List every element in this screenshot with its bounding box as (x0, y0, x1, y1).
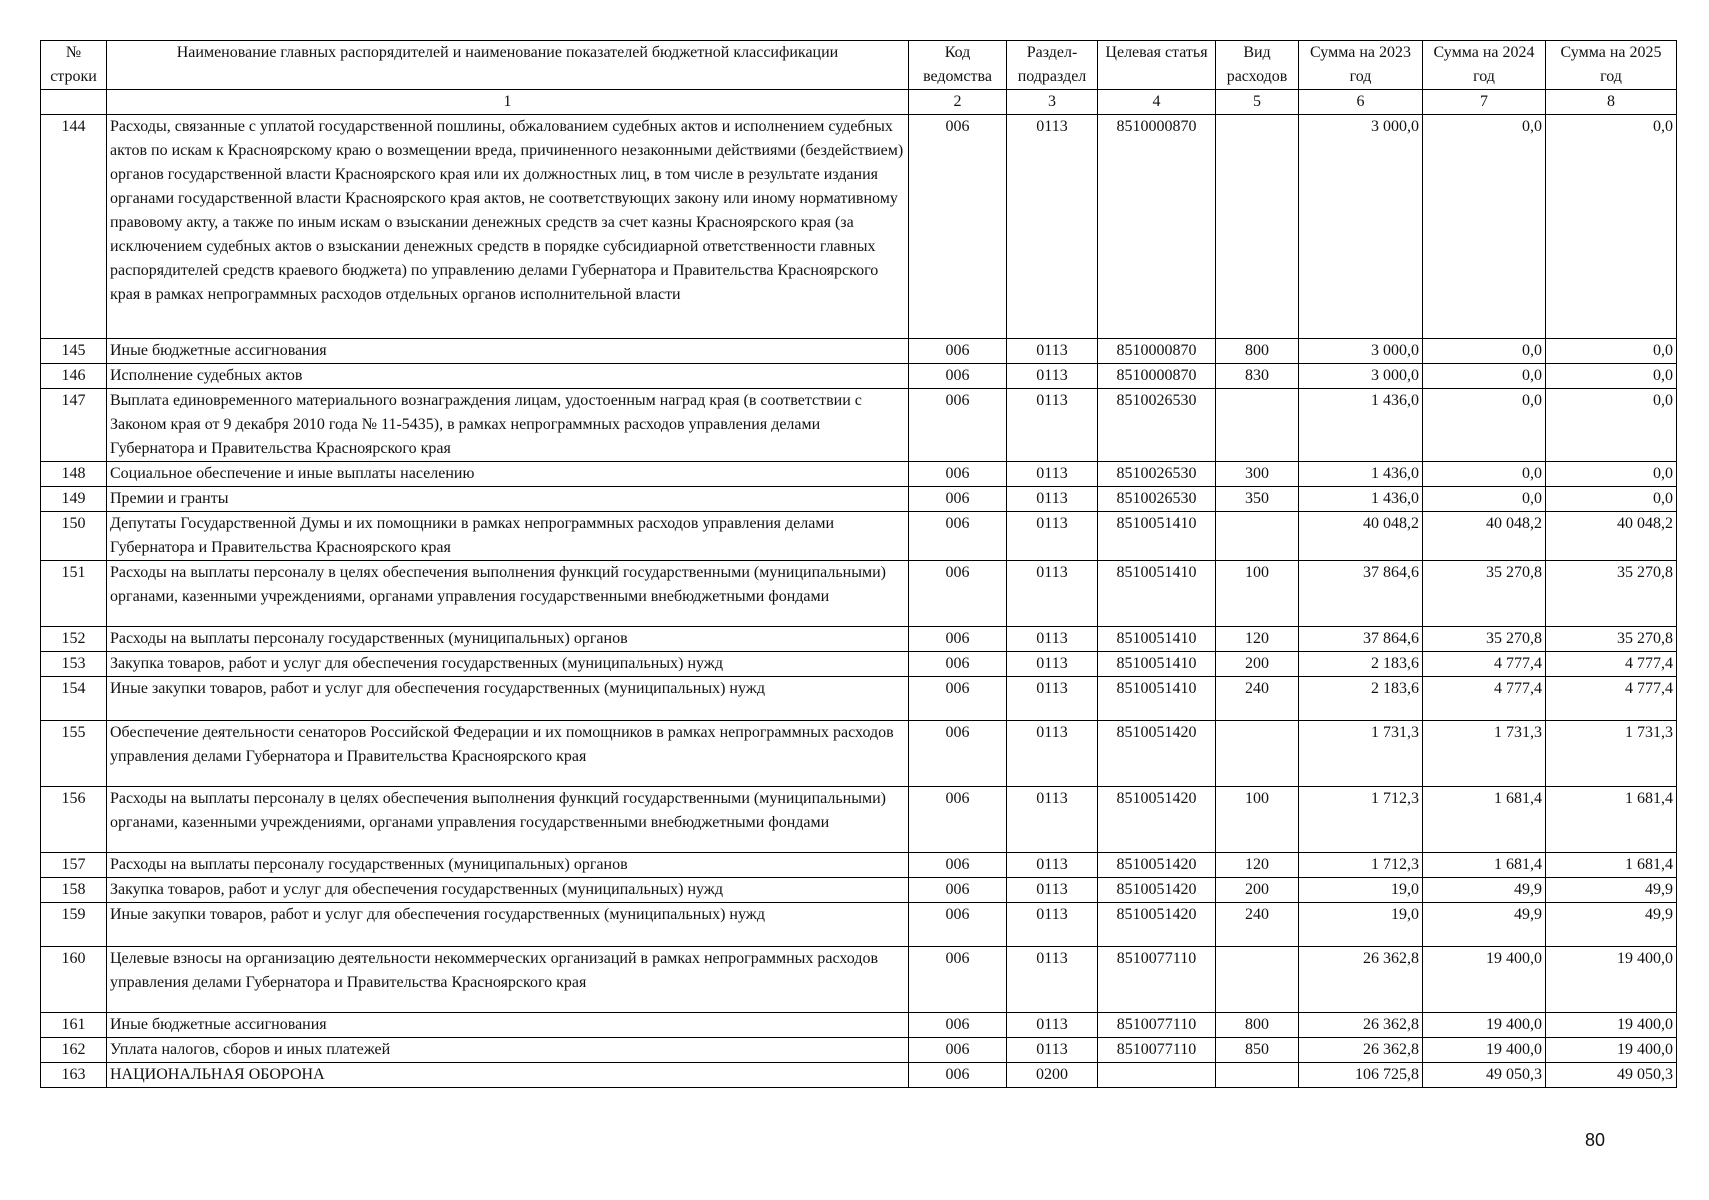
target-cell: 8510026530 (1098, 389, 1216, 462)
row-number-cell: 155 (41, 721, 107, 787)
expense-type-cell: 200 (1216, 878, 1299, 903)
table-row (41, 1063, 1677, 1088)
target-cell: 8510000870 (1098, 339, 1216, 364)
column-number: 5 (1216, 90, 1299, 115)
row-name-cell: Расходы на выплаты персоналу государственных (муниципальных) органов (107, 853, 909, 878)
column-number: 3 (1007, 90, 1098, 115)
sum-2023-cell: 1 436,0 (1299, 389, 1423, 462)
sum-2025-cell: 19 400,0 (1546, 1013, 1677, 1038)
section-cell: 0113 (1007, 878, 1098, 903)
sum-2025-cell: 0,0 (1546, 487, 1677, 512)
section-cell: 0113 (1007, 561, 1098, 627)
table-header-row (41, 41, 1677, 90)
row-number-cell: 156 (41, 787, 107, 853)
row-number-cell: 151 (41, 561, 107, 627)
expense-type-cell: 240 (1216, 677, 1299, 721)
table-row (41, 1038, 1677, 1063)
expense-type-cell: 830 (1216, 364, 1299, 389)
row-number-cell: 150 (41, 512, 107, 561)
table-row (41, 115, 1677, 339)
table-row (41, 878, 1677, 903)
target-cell: 8510026530 (1098, 487, 1216, 512)
expense-type-cell: 100 (1216, 561, 1299, 627)
sum-2025-cell: 35 270,8 (1546, 627, 1677, 652)
sum-2025-cell: 49 050,3 (1546, 1063, 1677, 1088)
section-cell: 0200 (1007, 1063, 1098, 1088)
dept-code-cell: 006 (909, 947, 1007, 1013)
header-row-number: № строки (41, 41, 107, 90)
expense-type-cell (1216, 115, 1299, 339)
sum-2024-cell: 0,0 (1423, 115, 1546, 339)
sum-2023-cell: 1 436,0 (1299, 487, 1423, 512)
row-number-cell: 147 (41, 389, 107, 462)
sum-2025-cell: 49,9 (1546, 903, 1677, 947)
row-number-cell: 152 (41, 627, 107, 652)
sum-2025-cell: 4 777,4 (1546, 677, 1677, 721)
column-number: 1 (107, 90, 909, 115)
dept-code-cell: 006 (909, 487, 1007, 512)
row-number-cell: 146 (41, 364, 107, 389)
column-number: 6 (1299, 90, 1423, 115)
dept-code-cell: 006 (909, 878, 1007, 903)
target-cell: 8510051410 (1098, 627, 1216, 652)
sum-2025-cell: 40 048,2 (1546, 512, 1677, 561)
section-cell: 0113 (1007, 1013, 1098, 1038)
dept-code-cell: 006 (909, 512, 1007, 561)
dept-code-cell: 006 (909, 115, 1007, 339)
dept-code-cell: 006 (909, 721, 1007, 787)
sum-2024-cell: 0,0 (1423, 364, 1546, 389)
target-cell: 8510051410 (1098, 561, 1216, 627)
sum-2024-cell: 1 681,4 (1423, 853, 1546, 878)
table-row (41, 721, 1677, 787)
target-cell: 8510077110 (1098, 947, 1216, 1013)
sum-2025-cell: 0,0 (1546, 115, 1677, 339)
table-body (41, 115, 1677, 1088)
row-name-cell: Расходы на выплаты персоналу в целях обеспечения выполнения функций государственными (муниципальными) органами, казенными учреждениями, органами управления государственными внебюджетными фондами (107, 561, 909, 627)
table-row (41, 652, 1677, 677)
target-cell: 8510051420 (1098, 878, 1216, 903)
header-dept-code: Код ведомства (909, 41, 1007, 90)
row-name-cell: Расходы, связанные с уплатой государственной пошлины, обжалованием судебных актов и исполнением судебных актов по искам к Красноярскому краю о возмещении вреда, причиненного незаконными действиями (бездействием) органов государственной власти Красноярского края или их должностных лиц, в том числе в результате издания органами государственной власти Красноярского края актов, не соответствующих закону или иному нормативному правовому акту, а также по иным искам о взыскании денежных средств за счет казны Красноярского края (за исключением судебных актов о взыскании денежных средств в порядке субсидиарной ответственности главных распорядителей средств краевого бюджета) по управлению делами Губернатора и Правительства Красноярского края в рамках непрограммных расходов отдельных органов исполнительной власти (107, 115, 909, 339)
expense-type-cell (1216, 1063, 1299, 1088)
table-row (41, 561, 1677, 627)
section-cell: 0113 (1007, 487, 1098, 512)
target-cell: 8510026530 (1098, 462, 1216, 487)
header-sum-2025: Сумма на 2025 год (1546, 41, 1677, 90)
sum-2023-cell: 3 000,0 (1299, 339, 1423, 364)
budget-table-sheet (40, 40, 1676, 1088)
sum-2023-cell: 2 183,6 (1299, 652, 1423, 677)
sum-2023-cell: 3 000,0 (1299, 364, 1423, 389)
sum-2023-cell: 1 712,3 (1299, 853, 1423, 878)
dept-code-cell: 006 (909, 389, 1007, 462)
expense-type-cell: 350 (1216, 487, 1299, 512)
expense-type-cell: 850 (1216, 1038, 1299, 1063)
target-cell (1098, 1063, 1216, 1088)
sum-2025-cell: 4 777,4 (1546, 652, 1677, 677)
sum-2025-cell: 35 270,8 (1546, 561, 1677, 627)
sum-2024-cell: 19 400,0 (1423, 1038, 1546, 1063)
dept-code-cell: 006 (909, 561, 1007, 627)
table-row (41, 462, 1677, 487)
dept-code-cell: 006 (909, 787, 1007, 853)
expense-type-cell: 800 (1216, 1013, 1299, 1038)
section-cell: 0113 (1007, 627, 1098, 652)
row-name-cell: Депутаты Государственной Думы и их помощники в рамках непрограммных расходов управления делами Губернатора и Правительства Красноярского края (107, 512, 909, 561)
sum-2025-cell: 19 400,0 (1546, 1038, 1677, 1063)
section-cell: 0113 (1007, 1038, 1098, 1063)
row-number-cell: 157 (41, 853, 107, 878)
sum-2024-cell: 19 400,0 (1423, 947, 1546, 1013)
expense-type-cell: 100 (1216, 787, 1299, 853)
sum-2023-cell: 106 725,8 (1299, 1063, 1423, 1088)
target-cell: 8510077110 (1098, 1038, 1216, 1063)
sum-2023-cell: 3 000,0 (1299, 115, 1423, 339)
sum-2024-cell: 4 777,4 (1423, 677, 1546, 721)
section-cell: 0113 (1007, 512, 1098, 561)
column-number (41, 90, 107, 115)
header-section: Раздел-подраздел (1007, 41, 1098, 90)
expense-type-cell (1216, 512, 1299, 561)
sum-2025-cell: 1 681,4 (1546, 787, 1677, 853)
column-number: 2 (909, 90, 1007, 115)
section-cell: 0113 (1007, 389, 1098, 462)
table-row (41, 677, 1677, 721)
sum-2024-cell: 4 777,4 (1423, 652, 1546, 677)
expense-type-cell: 120 (1216, 627, 1299, 652)
header-target: Целевая статья (1098, 41, 1216, 90)
sum-2024-cell: 0,0 (1423, 462, 1546, 487)
target-cell: 8510000870 (1098, 115, 1216, 339)
row-number-cell: 158 (41, 878, 107, 903)
sum-2024-cell: 0,0 (1423, 339, 1546, 364)
row-name-cell: Социальное обеспечение и иные выплаты населению (107, 462, 909, 487)
expense-type-cell (1216, 389, 1299, 462)
header-expense-type: Вид расходов (1216, 41, 1299, 90)
target-cell: 8510051420 (1098, 853, 1216, 878)
table-row (41, 1013, 1677, 1038)
column-number: 4 (1098, 90, 1216, 115)
sum-2025-cell: 0,0 (1546, 389, 1677, 462)
target-cell: 8510077110 (1098, 1013, 1216, 1038)
dept-code-cell: 006 (909, 339, 1007, 364)
expense-type-cell: 120 (1216, 853, 1299, 878)
expense-type-cell (1216, 947, 1299, 1013)
row-name-cell: Закупка товаров, работ и услуг для обеспечения государственных (муниципальных) нужд (107, 878, 909, 903)
row-name-cell: Уплата налогов, сборов и иных платежей (107, 1038, 909, 1063)
row-name-cell: Целевые взносы на организацию деятельности некоммерческих организаций в рамках непрограммных расходов управления делами Губернатора и Правительства Красноярского края (107, 947, 909, 1013)
row-number-cell: 148 (41, 462, 107, 487)
section-cell: 0113 (1007, 652, 1098, 677)
dept-code-cell: 006 (909, 853, 1007, 878)
row-name-cell: Иные закупки товаров, работ и услуг для обеспечения государственных (муниципальных) нужд (107, 677, 909, 721)
dept-code-cell: 006 (909, 903, 1007, 947)
row-name-cell: Обеспечение деятельности сенаторов Российской Федерации и их помощников в рамках непрограммных расходов управления делами Губернатора и Правительства Красноярского края (107, 721, 909, 787)
target-cell: 8510051410 (1098, 652, 1216, 677)
column-numbers-row (41, 90, 1677, 115)
row-number-cell: 154 (41, 677, 107, 721)
sum-2023-cell: 1 436,0 (1299, 462, 1423, 487)
row-name-cell: Расходы на выплаты персоналу в целях обеспечения выполнения функций государственными (муниципальными) органами, казенными учреждениями, органами управления государственными внебюджетными фондами (107, 787, 909, 853)
sum-2024-cell: 40 048,2 (1423, 512, 1546, 561)
row-name-cell: Выплата единовременного материального вознаграждения лицам, удостоенным наград края (в соответствии с Законом края от 9 декабря 2010 года № 11-5435), в рамках непрограммных расходов управления делами Губернатора и Правительства Красноярского края (107, 389, 909, 462)
section-cell: 0113 (1007, 903, 1098, 947)
column-number: 7 (1423, 90, 1546, 115)
row-number-cell: 163 (41, 1063, 107, 1088)
table-row (41, 903, 1677, 947)
table-row (41, 512, 1677, 561)
section-cell: 0113 (1007, 947, 1098, 1013)
sum-2024-cell: 0,0 (1423, 389, 1546, 462)
target-cell: 8510000870 (1098, 364, 1216, 389)
row-name-cell: Исполнение судебных актов (107, 364, 909, 389)
row-name-cell: Иные бюджетные ассигнования (107, 1013, 909, 1038)
dept-code-cell: 006 (909, 627, 1007, 652)
row-name-cell: Премии и гранты (107, 487, 909, 512)
sum-2025-cell: 0,0 (1546, 364, 1677, 389)
sum-2023-cell: 1 731,3 (1299, 721, 1423, 787)
page-number: 80 (1585, 1130, 1606, 1150)
dept-code-cell: 006 (909, 1038, 1007, 1063)
section-cell: 0113 (1007, 364, 1098, 389)
dept-code-cell: 006 (909, 677, 1007, 721)
expense-type-cell: 240 (1216, 903, 1299, 947)
sum-2023-cell: 26 362,8 (1299, 1013, 1423, 1038)
expense-type-cell: 300 (1216, 462, 1299, 487)
target-cell: 8510051420 (1098, 787, 1216, 853)
sum-2024-cell: 49,9 (1423, 878, 1546, 903)
row-name-cell: НАЦИОНАЛЬНАЯ ОБОРОНА (107, 1063, 909, 1088)
row-name-cell: Иные закупки товаров, работ и услуг для обеспечения государственных (муниципальных) нужд (107, 903, 909, 947)
section-cell: 0113 (1007, 853, 1098, 878)
sum-2023-cell: 19,0 (1299, 903, 1423, 947)
section-cell: 0113 (1007, 115, 1098, 339)
row-name-cell: Расходы на выплаты персоналу государственных (муниципальных) органов (107, 627, 909, 652)
sum-2025-cell: 49,9 (1546, 878, 1677, 903)
sum-2023-cell: 37 864,6 (1299, 561, 1423, 627)
row-number-cell: 162 (41, 1038, 107, 1063)
sum-2023-cell: 37 864,6 (1299, 627, 1423, 652)
column-number: 8 (1546, 90, 1677, 115)
sum-2024-cell: 0,0 (1423, 487, 1546, 512)
row-number-cell: 161 (41, 1013, 107, 1038)
row-name-cell: Закупка товаров, работ и услуг для обеспечения государственных (муниципальных) нужд (107, 652, 909, 677)
dept-code-cell: 006 (909, 364, 1007, 389)
table-row (41, 339, 1677, 364)
sum-2023-cell: 26 362,8 (1299, 947, 1423, 1013)
row-number-cell: 160 (41, 947, 107, 1013)
table-row (41, 947, 1677, 1013)
table-row (41, 787, 1677, 853)
target-cell: 8510051410 (1098, 677, 1216, 721)
sum-2024-cell: 49 050,3 (1423, 1063, 1546, 1088)
sum-2024-cell: 1 681,4 (1423, 787, 1546, 853)
section-cell: 0113 (1007, 787, 1098, 853)
sum-2025-cell: 0,0 (1546, 462, 1677, 487)
row-number-cell: 153 (41, 652, 107, 677)
sum-2024-cell: 19 400,0 (1423, 1013, 1546, 1038)
header-sum-2023: Сумма на 2023 год (1299, 41, 1423, 90)
section-cell: 0113 (1007, 721, 1098, 787)
sum-2024-cell: 35 270,8 (1423, 561, 1546, 627)
header-sum-2024: Сумма на 2024 год (1423, 41, 1546, 90)
table-row (41, 364, 1677, 389)
dept-code-cell: 006 (909, 1063, 1007, 1088)
row-number-cell: 144 (41, 115, 107, 339)
table-row (41, 627, 1677, 652)
row-number-cell: 159 (41, 903, 107, 947)
sum-2024-cell: 35 270,8 (1423, 627, 1546, 652)
sum-2023-cell: 2 183,6 (1299, 677, 1423, 721)
table-row (41, 853, 1677, 878)
sum-2023-cell: 40 048,2 (1299, 512, 1423, 561)
budget-table (40, 40, 1677, 1088)
sum-2023-cell: 19,0 (1299, 878, 1423, 903)
expense-type-cell: 800 (1216, 339, 1299, 364)
target-cell: 8510051420 (1098, 721, 1216, 787)
section-cell: 0113 (1007, 677, 1098, 721)
sum-2025-cell: 19 400,0 (1546, 947, 1677, 1013)
target-cell: 8510051410 (1098, 512, 1216, 561)
sum-2023-cell: 26 362,8 (1299, 1038, 1423, 1063)
header-name: Наименование главных распорядителей и наименование показателей бюджетной классификации (107, 41, 909, 90)
target-cell: 8510051420 (1098, 903, 1216, 947)
expense-type-cell (1216, 721, 1299, 787)
sum-2025-cell: 0,0 (1546, 339, 1677, 364)
row-number-cell: 149 (41, 487, 107, 512)
table-row (41, 487, 1677, 512)
dept-code-cell: 006 (909, 462, 1007, 487)
row-number-cell: 145 (41, 339, 107, 364)
dept-code-cell: 006 (909, 1013, 1007, 1038)
section-cell: 0113 (1007, 339, 1098, 364)
sum-2024-cell: 1 731,3 (1423, 721, 1546, 787)
table-row (41, 389, 1677, 462)
sum-2024-cell: 49,9 (1423, 903, 1546, 947)
sum-2025-cell: 1 731,3 (1546, 721, 1677, 787)
sum-2023-cell: 1 712,3 (1299, 787, 1423, 853)
row-name-cell: Иные бюджетные ассигнования (107, 339, 909, 364)
sum-2025-cell: 1 681,4 (1546, 853, 1677, 878)
expense-type-cell: 200 (1216, 652, 1299, 677)
dept-code-cell: 006 (909, 652, 1007, 677)
section-cell: 0113 (1007, 462, 1098, 487)
